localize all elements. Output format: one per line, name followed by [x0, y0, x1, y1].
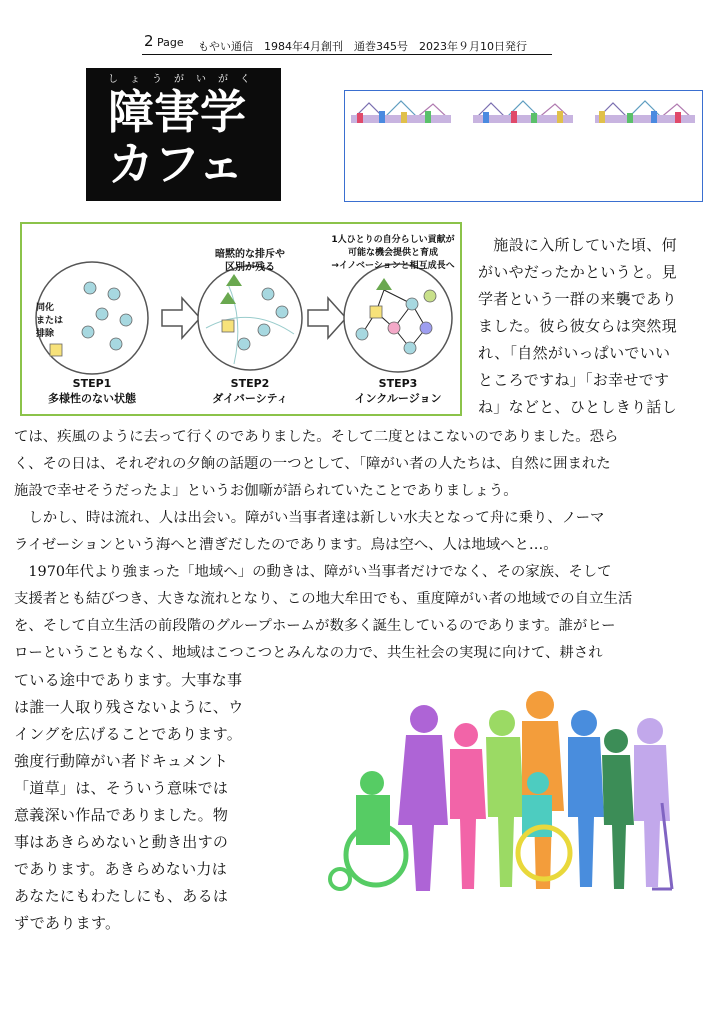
inclusion-diagram — [20, 222, 462, 416]
decorative-image-box — [344, 90, 703, 202]
step2-caption: 暗黙的な排斥や 区別が残る — [215, 249, 285, 273]
assimilation-label: 同化 または 排除 — [36, 303, 64, 339]
body-text-full: ては、疾風のように去って行くのでありました。そして二度とはこないのでありました。恐ら く、その日は、それぞれの夕餉の話題の一つとして、「障がい者の人たちは、自然に囲まれた 施設で幸せそうだったよ」というお伽噺が語られていたことでありましょう。 しかし、時は流れ、人は出会い。障がい当事者達は新しい水夫となって舟に乗り、ノーマ ライゼーションという海へと漕ぎだしたのであります。鳥は空へ、人は地域へと…。 1970年代より強まった「地域へ」の動きは、障がい当事者だけでなく、その家族、そして 支援者とも結びつき、大きな流れとなり、この地大牟田でも、重度障がい者の地域での自立生活 を、そして自立生活の前段階のグループホームが数多く誕生しているのであります。誰がヒー ローということもなく、地域はこつこつとみんなの力で、共生社会の実現に向けて、耕され — [14, 429, 633, 661]
step3-label: STEP3 インクルージョン — [354, 377, 442, 405]
decorative-building-image — [471, 95, 575, 125]
page-number: 2 Page — [144, 32, 184, 50]
page-title: 障害学 カフェ — [108, 85, 246, 191]
body-text-left-column: ている途中であります。大事な事 は誰一人取り残さないように、ウ イングを広げることであります。 強度行動障がい者ドキュメント 「道草」は、そういう意味では 意義深い作品でありました。物 事はあきらめないと動き出すの であります。あきらめない力は あなたにもわたしにも、あるは ずであります。 — [14, 671, 244, 932]
step3-caption: 1人ひとりの自分らしい貢献が 可能な機会提供と育成 →イノベーションと相互成長へ — [331, 235, 455, 271]
publication-meta: もやい通信 1984年4月創刊 通巻345号 2023年９月10日発行 — [198, 40, 527, 53]
decorative-building-image — [593, 95, 697, 125]
decorative-building-image — [349, 95, 453, 125]
page-header — [142, 30, 552, 55]
title-block — [86, 68, 281, 201]
diverse-people-illustration — [316, 683, 684, 895]
step2-label: STEP2 ダイバーシティ — [212, 377, 288, 405]
step1-label: STEP1 多様性のない状態 — [48, 377, 136, 405]
title-ruby: しょうがいがく — [108, 74, 262, 85]
body-text-right-column: 施設に入所していた頃、何 がいやだったかというと。見 学者という一群の来襲であり ました。彼ら彼女らは突然現 れ、「自然がいっぱいでいい ところですね」「お幸せです ね」などと、ひとしきり話し — [478, 236, 677, 416]
